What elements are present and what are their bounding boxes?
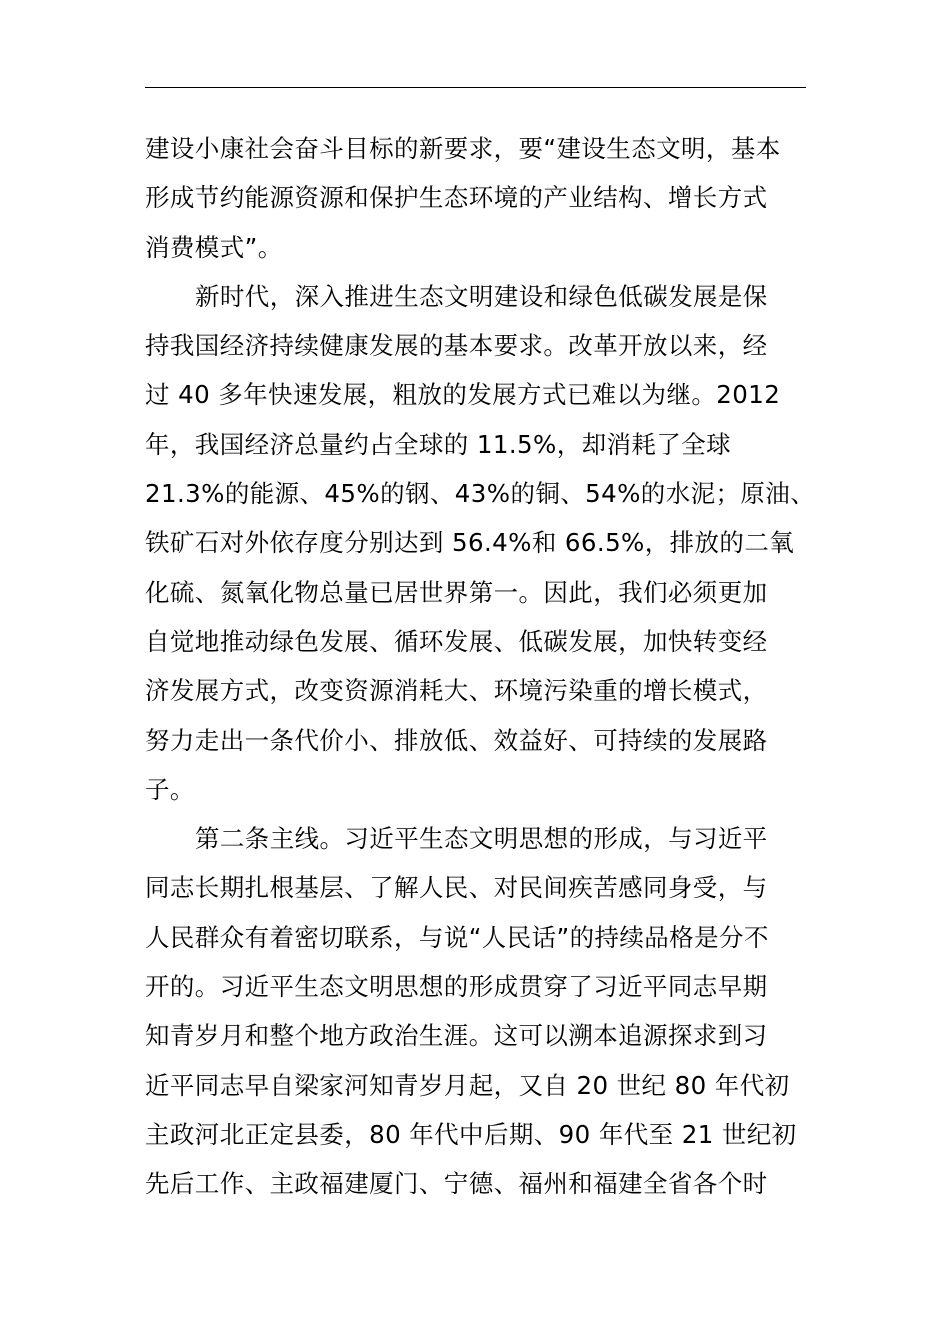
text-line: 化硫、氮氧化物总量已居世界第一。因此，我们必须更加 [145,577,768,607]
text-line: 21.3%的能源、45%的钢、43%的铜、54%的水泥；原油、 [145,479,816,509]
text-line: 子。 [145,774,195,804]
text-line: 知青岁月和整个地方政治生涯。这可以溯本追源探求到习 [145,1021,768,1051]
text-line: 持我国经济持续健康发展的基本要求。改革开放以来，经 [145,331,768,361]
text-line: 形成节约能源资源和保护生态环境的产业结构、增长方式 [145,183,768,213]
text-line: 消费模式”。 [145,232,283,262]
text-line: 近平同志早自梁家河知青岁月起，又自 20 世纪 80 年代初 [145,1070,790,1100]
text-line: 年，我国经济总量约占全球的 11.5%，却消耗了全球 [145,429,732,459]
text-line: 主政河北正定县委，80 年代中后期、90 年代至 21 世纪初 [145,1119,797,1149]
text-line: 先后工作、主政福建厦门、宁德、福州和福建全省各个时 [145,1169,768,1199]
text-line: 铁矿石对外依存度分别达到 56.4%和 66.5%，排放的二氧 [145,528,795,558]
text-line: 第二条主线。习近平生态文明思想的形成，与习近平 [195,824,768,854]
text-line: 新时代，深入推进生态文明建设和绿色低碳发展是保 [195,281,768,311]
text-line: 建设小康社会奋斗目标的新要求，要“建设生态文明，基本 [145,134,781,163]
text-line: 开的。习近平生态文明思想的形成贯穿了习近平同志早期 [145,972,768,1002]
text-line: 自觉地推动绿色发展、循环发展、低碳发展，加快转变经 [145,626,768,656]
text-line: 努力走出一条代价小、排放低、效益好、可持续的发展路 [145,725,768,755]
text-line: 济发展方式，改变资源消耗大、环境污染重的增长模式， [145,676,768,706]
header-rule [145,87,806,88]
text-line: 同志长期扎根基层、了解人民、对民间疾苦感同身受，与 [145,873,768,903]
text-line: 人民群众有着密切联系，与说“人民话”的持续品格是分不 [145,922,769,952]
text-line: 过 40 多年快速发展，粗放的发展方式已难以为继。2012 [145,380,781,410]
body-text [145,124,816,1209]
